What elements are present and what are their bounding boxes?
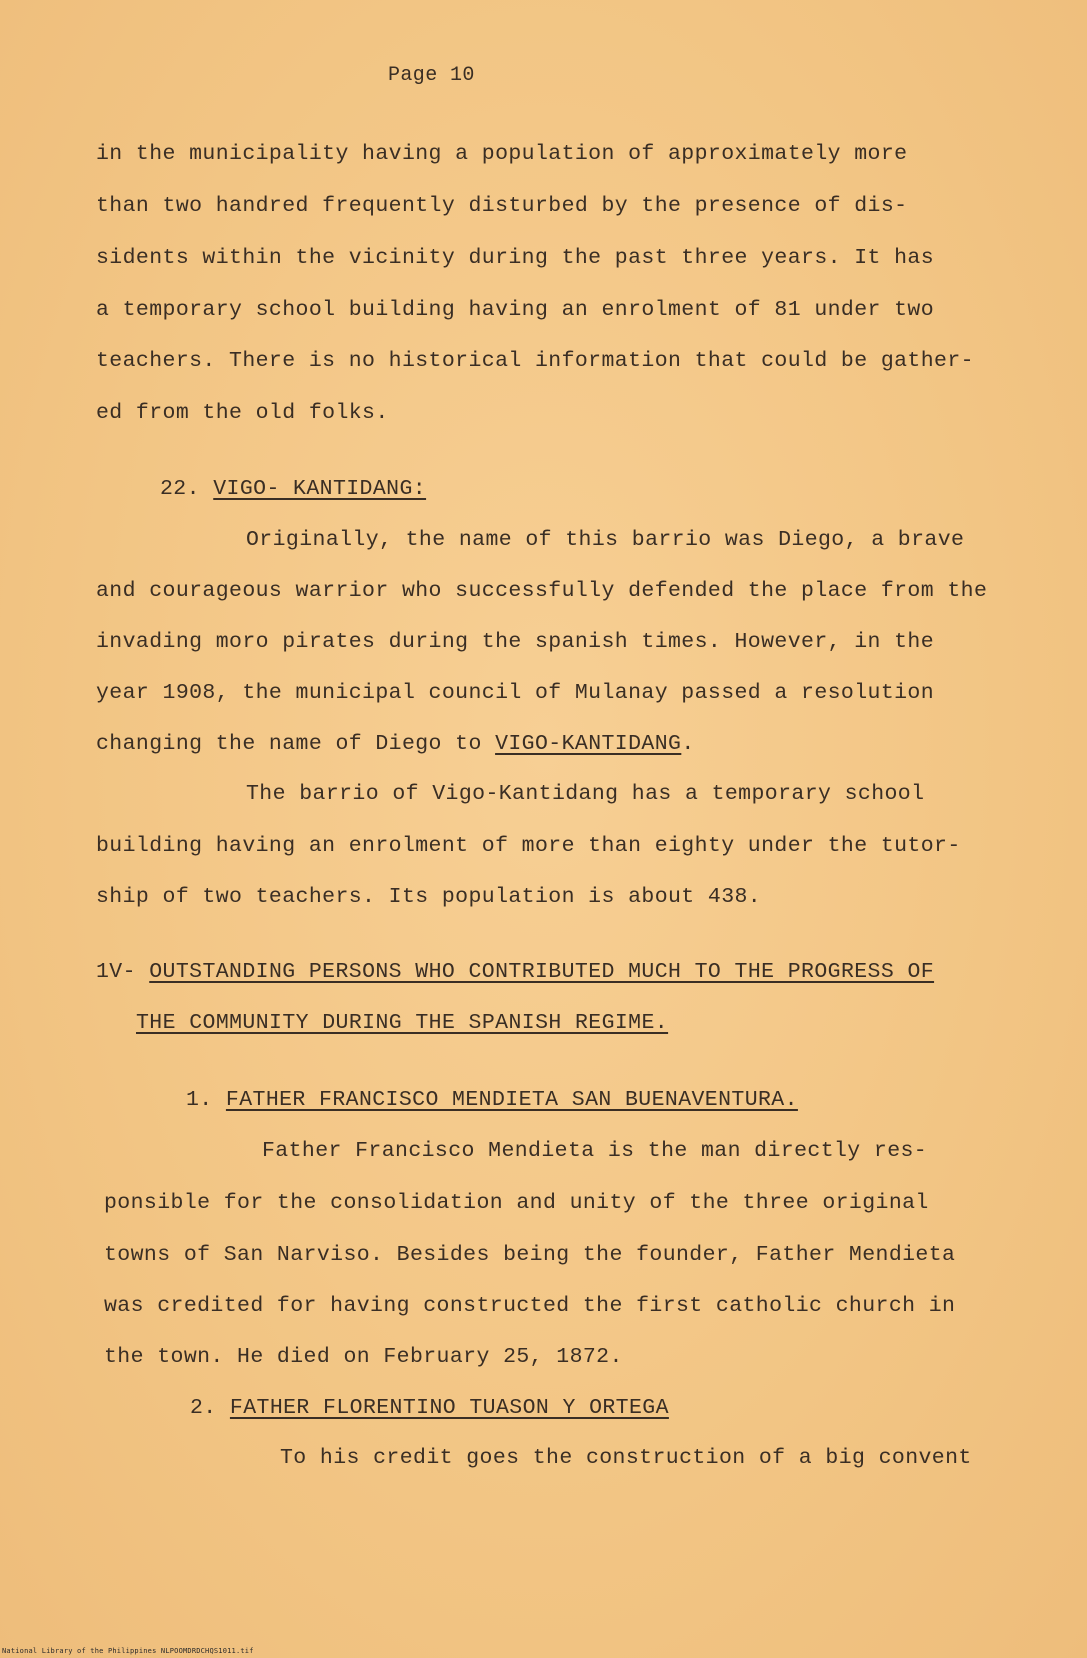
- paragraph-line: To his credit goes the construction of a big convent: [280, 1446, 972, 1470]
- paragraph-line: [96, 734, 695, 756]
- section-heading-4: [96, 962, 934, 984]
- paragraph-line: ponsible for the consolidation and unity of the three original: [104, 1191, 929, 1215]
- text-run: .: [681, 732, 695, 756]
- person-number: 1.: [186, 1088, 213, 1112]
- section-number: 22.: [160, 477, 200, 501]
- page-number: Page 10: [388, 64, 475, 87]
- barrio-name: VIGO-KANTIDANG: [495, 732, 682, 756]
- paragraph-line: year 1908, the municipal council of Mulanay passed a resolution: [96, 681, 935, 705]
- paragraph-line: ed from the old folks.: [96, 401, 389, 425]
- paragraph-line: sidents within the vicinity during the past three years. It has: [96, 246, 935, 270]
- paragraph-line: building having an enrolment of more than eighty under the tutor-: [96, 834, 961, 858]
- person-name: FATHER FRANCISCO MENDIETA SAN BUENAVENTURA.: [225, 1088, 798, 1112]
- section-heading-22: [160, 479, 426, 501]
- paragraph-line: teachers. There is no historical information that could be gather-: [96, 349, 974, 373]
- paragraph-line: Father Francisco Mendieta is the man directly res-: [262, 1139, 928, 1163]
- paragraph-line: towns of San Narviso. Besides being the founder, Father Mendieta: [104, 1243, 956, 1267]
- section-title-line-1: OUTSTANDING PERSONS WHO CONTRIBUTED MUCH TO THE PROGRESS OF: [149, 960, 935, 984]
- paragraph-line: The barrio of Vigo-Kantidang has a temporary school: [246, 782, 925, 806]
- person-heading-2: [190, 1398, 669, 1420]
- section-number: 1V-: [96, 960, 136, 984]
- section-title: VIGO- KANTIDANG:: [213, 477, 427, 501]
- paragraph-line: in the municipality having a population of approximately more: [96, 142, 908, 166]
- person-heading-1: [186, 1090, 798, 1112]
- paragraph-line: invading moro pirates during the spanish times. However, in the: [96, 630, 935, 654]
- text-run: changing the name of Diego to: [96, 732, 496, 756]
- paragraph-line: and courageous warrior who successfully defended the place from the: [96, 579, 988, 603]
- section-title-line-2: THE COMMUNITY DURING THE SPANISH REGIME.: [136, 1011, 669, 1035]
- paragraph-line: the town. He died on February 25, 1872.: [104, 1345, 623, 1369]
- archive-footer: National Library of the Philippines NLPOOMDRDCHQS1011.tif: [2, 1647, 254, 1655]
- person-name: FATHER FLORENTINO TUASON Y ORTEGA: [229, 1396, 669, 1420]
- paragraph-line: Originally, the name of this barrio was Diego, a brave: [246, 528, 965, 552]
- paragraph-line: was credited for having constructed the first catholic church in: [104, 1294, 956, 1318]
- person-number: 2.: [190, 1396, 217, 1420]
- paragraph-line: a temporary school building having an enrolment of 81 under two: [96, 298, 935, 322]
- paragraph-line: than two handred frequently disturbed by the presence of dis-: [96, 194, 908, 218]
- paragraph-line: ship of two teachers. Its population is about 438.: [96, 885, 762, 909]
